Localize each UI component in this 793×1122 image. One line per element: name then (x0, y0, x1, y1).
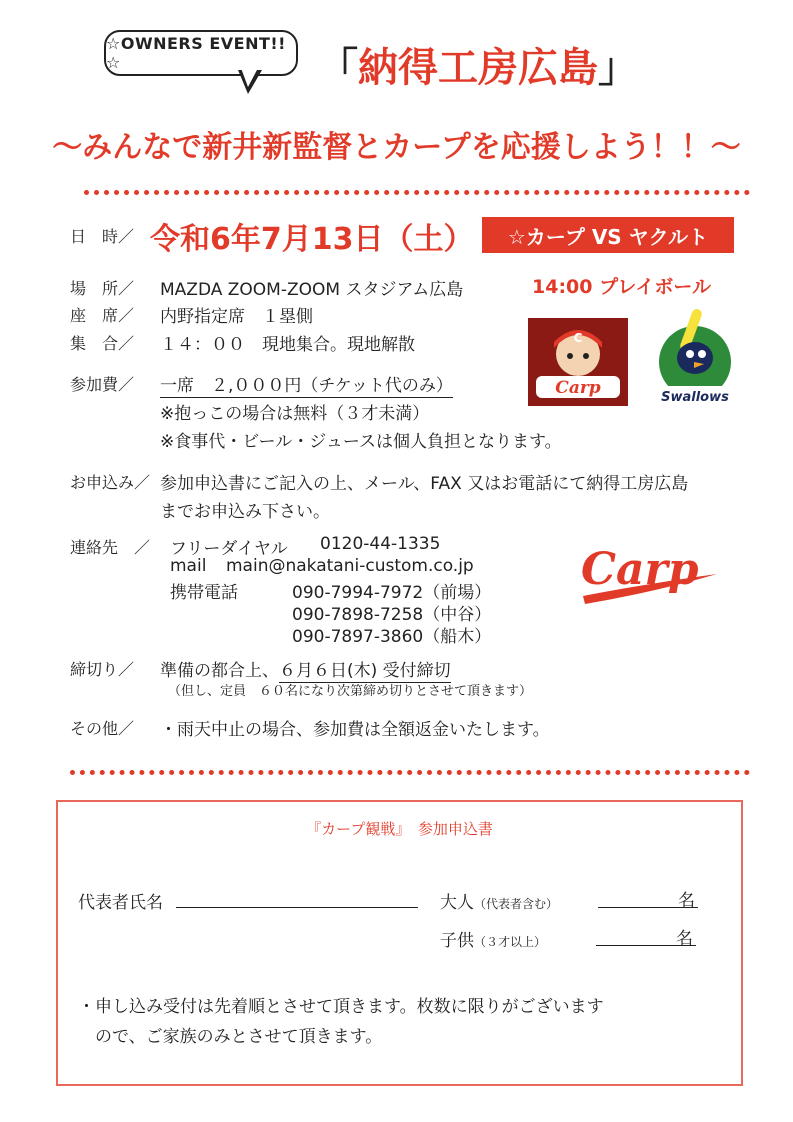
other-label: その他／ (70, 719, 135, 738)
contact-label: 連絡先 ／ (70, 538, 151, 557)
carp-mascot-wordmark: Carp (555, 378, 601, 398)
representative-name-field[interactable] (176, 907, 418, 908)
phone-funaki[interactable]: 090-7897-3860（船木） (292, 627, 492, 647)
deadline-label: 締切り／ (70, 660, 135, 679)
carp-script-logo (575, 538, 725, 610)
carp-mascot-logo (528, 318, 628, 406)
mail-address[interactable]: main@nakatani-custom.co.jp (226, 556, 474, 576)
swallows-logo (650, 306, 740, 410)
place-label: 場 所／ (70, 279, 135, 298)
swallows-wordmark: Swallows (661, 390, 729, 405)
mail-label: mail (170, 556, 207, 576)
meet-label: 集 合／ (70, 334, 135, 353)
freedial-label: フリーダイヤル (170, 539, 288, 559)
adult-label-note: （代表者含む） (474, 897, 559, 911)
deadline-note: （但し、定員 ６０名になり次第締め切りとさせて頂きます） (168, 684, 533, 699)
meet-value: １４：００ 現地集合。現地解散 (160, 335, 415, 355)
child-label (440, 926, 546, 951)
freedial-number[interactable]: 0120-44-1335 (320, 534, 441, 554)
fee-note-food: ※食事代・ビール・ジュースは個人負担となります。 (160, 432, 562, 452)
apply-label: お申込み／ (70, 473, 151, 492)
seat-value: 内野指定席 １塁側 (160, 307, 313, 327)
page-title (318, 36, 638, 93)
fee-value: 一席 ２,０００円（チケット代のみ） (160, 371, 453, 398)
phone-nakatani[interactable]: 090-7898-7258（中谷） (292, 605, 492, 625)
form-title: 『カープ観戦』 参加申込書 (306, 820, 493, 838)
phone-maeba[interactable]: 090-7994-7972（前場） (292, 583, 492, 603)
deadline-text (160, 656, 451, 681)
owners-event-bubble (104, 30, 298, 76)
other-text: ・雨天中止の場合、参加費は全額返金いたします。 (160, 720, 550, 740)
match-badge: ☆カープ VS ヤクルト (482, 217, 734, 253)
deadline-date: ６月６日(木) 受付締切 (279, 661, 451, 681)
adult-label (440, 888, 558, 913)
dotted-divider-top (84, 190, 750, 195)
svg-text:C: C (573, 331, 583, 345)
dotted-divider-bottom (70, 770, 750, 775)
owners-event-text: ☆OWNERS EVENT!!☆ (106, 34, 286, 72)
apply-line-2: までお申込み下さい。 (160, 502, 330, 522)
date-label: 日 時／ (70, 227, 135, 246)
fee-note-infant: ※抱っこの場合は無料（３才未満） (160, 404, 430, 424)
title-bracket-open: 「 (318, 45, 358, 91)
carp-script-wordmark: Carp (581, 544, 699, 595)
adult-unit: 名 (678, 891, 695, 911)
form-notice (78, 992, 718, 1052)
mobile-label: 携帯電話 (170, 583, 238, 603)
apply-line-1: 参加申込書にご記入の上、メール、FAX 又はお電話にて納得工房広島 (160, 474, 689, 494)
form-notice-line-2: ので、ご家族のみとさせて頂きます。 (78, 1027, 383, 1047)
subtitle: 〜みんなで新井新監督とカープを応援しよう！！〜 (52, 130, 741, 165)
play-ball-time: 14:00 プレイボール (532, 276, 712, 298)
child-label-note: （３才以上） (474, 935, 547, 949)
title-bracket-close: 」 (598, 45, 638, 91)
bubble-tail-inner (241, 68, 258, 87)
adult-label-text: 大人 (440, 893, 474, 913)
deadline-prefix: 準備の都合上、 (160, 661, 279, 681)
title-main: 納得工房広島 (358, 45, 598, 91)
place-value: MAZDA ZOOM-ZOOM スタジアム広島 (160, 280, 464, 300)
child-unit: 名 (676, 929, 693, 949)
seat-label: 座 席／ (70, 306, 135, 325)
form-notice-line-1: ・申し込み受付は先着順とさせて頂きます。枚数に限りがございます (78, 997, 604, 1017)
event-date: 令和6年7月13日（土） (150, 222, 474, 257)
representative-label: 代表者氏名 (78, 893, 163, 913)
child-label-text: 子供 (440, 931, 474, 951)
fee-label: 参加費／ (70, 375, 135, 394)
